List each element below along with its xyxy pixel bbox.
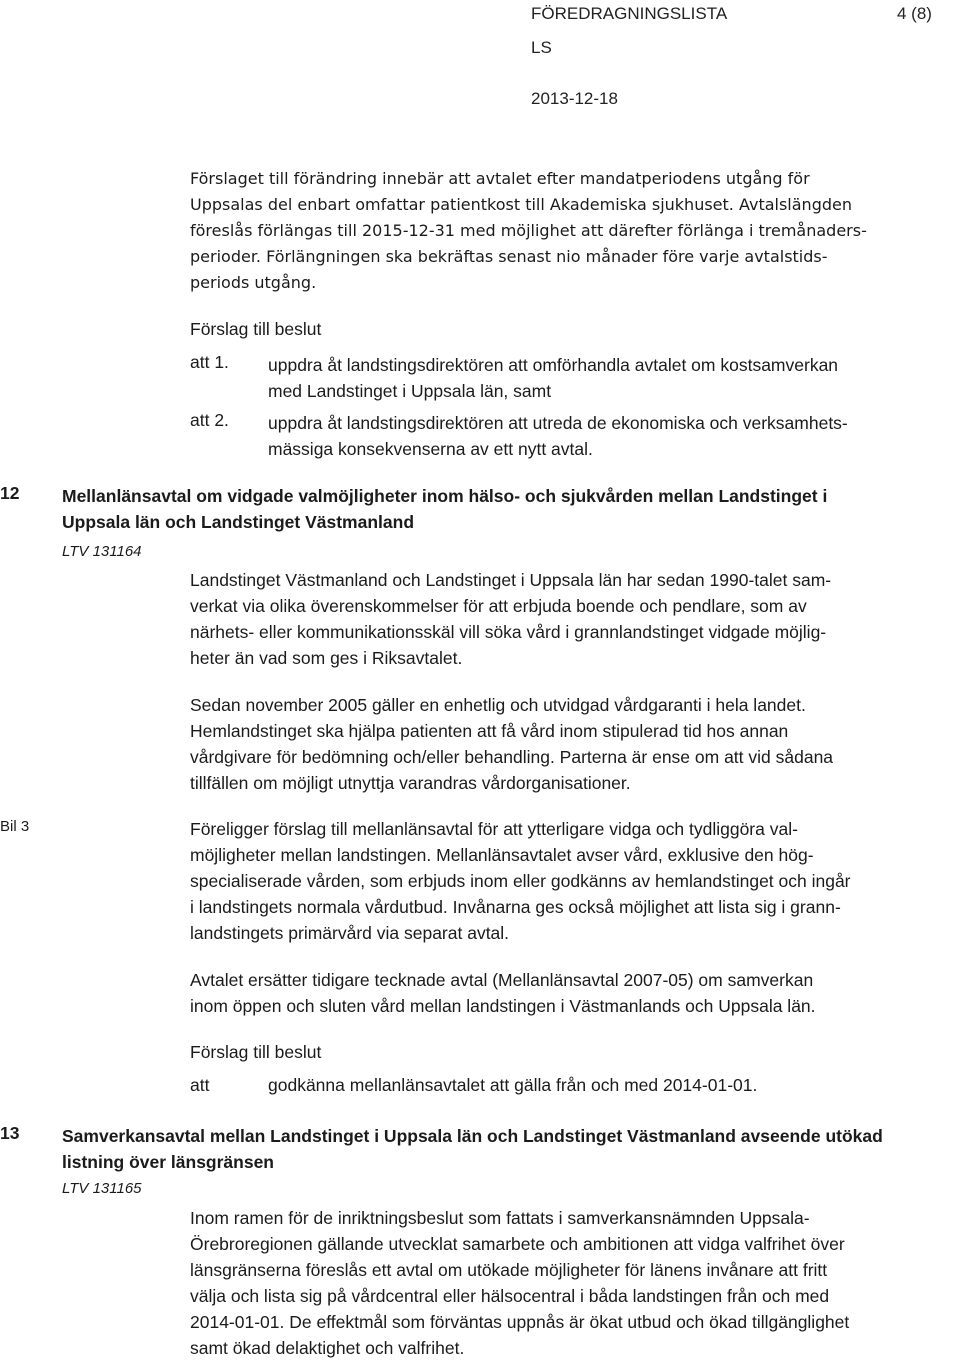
body-line: Inom ramen för de inriktningsbeslut som fattats i samverkansnämnden Uppsala- bbox=[190, 1208, 810, 1228]
body-line: länsgränserna föreslås ett avtal om utökade möjligheter för länens invånare att fritt bbox=[190, 1260, 828, 1280]
body-line: Avtalet ersätter tidigare tecknade avtal (Mellanlänsavtal 2007-05) om samverkan bbox=[190, 970, 814, 990]
proposal-heading: Förslag till beslut bbox=[190, 319, 322, 339]
body-line: tillfällen om möjligt utnyttja varandras vårdorganisationer. bbox=[190, 773, 631, 793]
body-line: Sedan november 2005 gäller en enhetlig och utvidgad vårdgaranti i hela landet. bbox=[190, 695, 806, 715]
body-line: verkat via olika överenskommelser för att erbjuda boende och pendlare, som av bbox=[190, 596, 807, 616]
att-line: med Landstinget i Uppsala län, samt bbox=[268, 381, 552, 401]
intro-line: Förslaget till förändring innebär att avtalet efter mandatperiodens utgång för bbox=[190, 169, 810, 188]
body-paragraph bbox=[190, 1205, 935, 1361]
body-line: möjligheter mellan landstingen. Mellanlänsavtalet avser vård, exklusive den hög- bbox=[190, 845, 814, 865]
section-title-line: Mellanlänsavtal om vidgade valmöjligheter inom hälso- och sjukvården mellan Landstinget i bbox=[62, 486, 828, 506]
body-line: Landstinget Västmanland och Landstinget i Uppsala län har sedan 1990-talet sam- bbox=[190, 570, 832, 590]
att-line: uppdra åt landstingsdirektören att omförhandla avtalet om kostsamverkan bbox=[268, 355, 839, 375]
att-label-1: att 1. bbox=[190, 352, 229, 372]
attachment-reference: Bil 3 bbox=[0, 818, 30, 835]
intro-line: periods utgång. bbox=[190, 273, 317, 292]
body-line: Hemlandstinget ska hjälpa patienten att få vård inom stipulerad tid hos annan bbox=[190, 721, 789, 741]
page-number: 4 (8) bbox=[897, 4, 932, 23]
body-line: 2014-01-01. De effektmål som förväntas uppnås är ökat utbud och ökad tillgänglighet bbox=[190, 1312, 850, 1332]
reference-number: LTV 131165 bbox=[62, 1180, 142, 1197]
section-title-line: Uppsala län och Landstinget Västmanland bbox=[62, 512, 415, 532]
intro-line: Uppsalas del enbart omfattar patientkost till Akademiska sjukhuset. Avtalslängden bbox=[190, 195, 852, 214]
section-number: 12 bbox=[0, 483, 20, 503]
body-line: landstingets primärvård via separat avtal. bbox=[190, 923, 510, 943]
body-paragraph bbox=[190, 567, 935, 671]
intro-paragraph bbox=[190, 166, 935, 296]
body-paragraph bbox=[190, 692, 935, 796]
body-line: i landstingets normala vårdutbud. Invånarna ges också möjlighet att lista sig i grann- bbox=[190, 897, 841, 917]
att-label-2: att 2. bbox=[190, 410, 229, 430]
att-line: uppdra åt landstingsdirektören att utreda de ekonomiska och verksamhets- bbox=[268, 413, 848, 433]
decision-text: godkänna mellanlänsavtalet att gälla från och med 2014-01-01. bbox=[268, 1075, 758, 1095]
decision-label: att bbox=[190, 1075, 210, 1095]
section-title-line: listning över länsgränsen bbox=[62, 1152, 274, 1172]
body-paragraph bbox=[190, 816, 935, 946]
document-title: FÖREDRAGNINGSLISTA bbox=[531, 4, 728, 23]
section-title bbox=[62, 483, 942, 535]
body-line: Örebroregionen gällande utvecklat samarbete och ambitionen att vidga valfrihet över bbox=[190, 1234, 845, 1254]
body-line: specialiserade vården, som erbjuds inom eller godkänns av hemlandstinget och ingår bbox=[190, 871, 851, 891]
org-code: LS bbox=[531, 38, 552, 57]
body-line: Föreligger förslag till mellanlänsavtal för att ytterligare vidga och tydliggöra val- bbox=[190, 819, 798, 839]
body-line: inom öppen och sluten vård mellan landstingen i Västmanlands och Uppsala län. bbox=[190, 996, 816, 1016]
att-text-2 bbox=[268, 410, 938, 462]
body-line: heter än vad som ges i Riksavtalet. bbox=[190, 648, 463, 668]
body-line: närhets- eller kommunikationsskäl vill söka vård i grannlandstinget vidgade möjlig- bbox=[190, 622, 827, 642]
document-date: 2013-12-18 bbox=[531, 89, 618, 108]
body-line: samt ökad delaktighet och valfrihet. bbox=[190, 1338, 465, 1358]
body-line: välja och lista sig på vårdcentral eller hälsocentral i båda landstingen från och med bbox=[190, 1286, 830, 1306]
body-line: vårdgivare för bedömning och/eller behandling. Parterna är ense om att vid sådana bbox=[190, 747, 834, 767]
intro-line: föreslås förlängas till 2015-12-31 med möjlighet att därefter förlänga i tremånaders- bbox=[190, 221, 867, 240]
att-line: mässiga konsekvenserna av ett nytt avtal. bbox=[268, 439, 593, 459]
body-paragraph bbox=[190, 967, 935, 1019]
section-title bbox=[62, 1123, 952, 1175]
section-title-line: Samverkansavtal mellan Landstinget i Uppsala län och Landstinget Västmanland avseende utökad bbox=[62, 1126, 883, 1146]
section-number: 13 bbox=[0, 1123, 20, 1143]
proposal-heading: Förslag till beslut bbox=[190, 1042, 322, 1062]
intro-line: perioder. Förlängningen ska bekräftas senast nio månader före varje avtalstids- bbox=[190, 247, 828, 266]
att-text-1 bbox=[268, 352, 938, 404]
reference-number: LTV 131164 bbox=[62, 543, 142, 560]
